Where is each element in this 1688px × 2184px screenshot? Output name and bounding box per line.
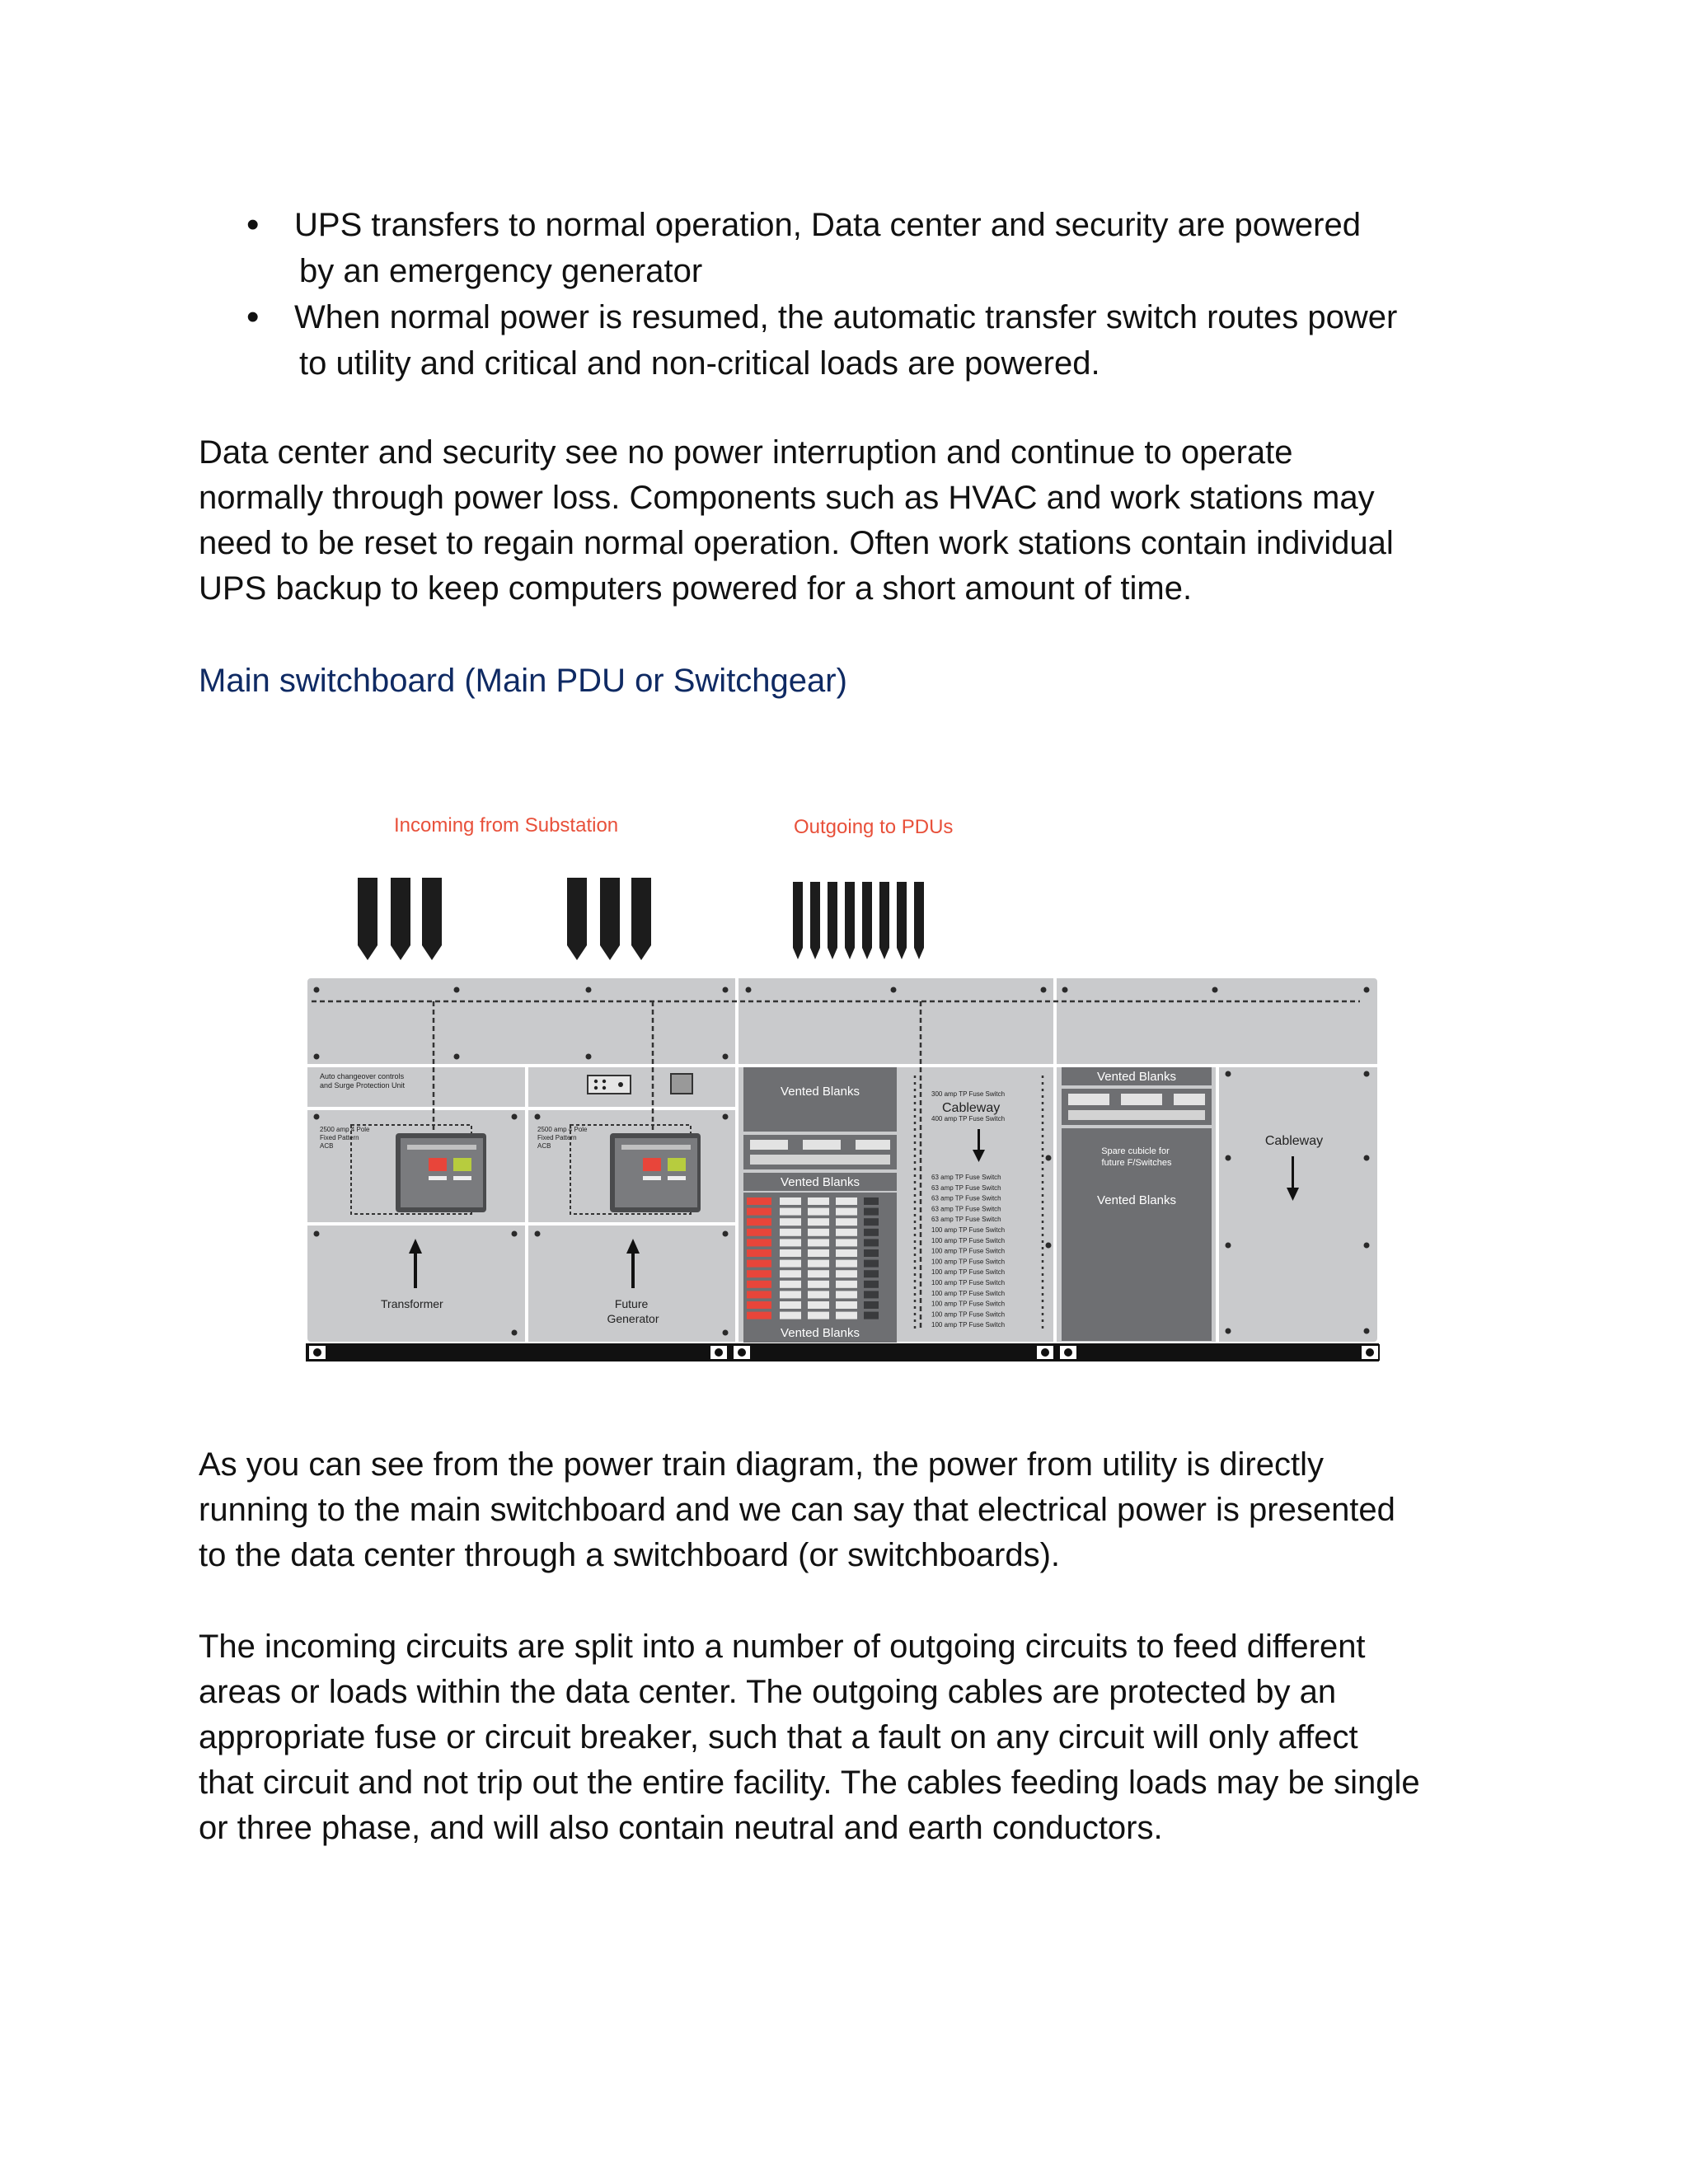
fuse-switch-item: 63 amp TP Fuse Switch (931, 1216, 1001, 1224)
fuse-switch-slot (808, 1218, 829, 1226)
vented-blanks-label: Vented Blanks (781, 1175, 860, 1189)
fuse-switch-handle (864, 1281, 879, 1288)
cableway-label: Cableway (1264, 1134, 1324, 1148)
bullet-line: • When normal power is resumed, the automatic transfer switch routes power (294, 299, 1398, 335)
fuse-switch-handle (864, 1260, 879, 1268)
cable (845, 882, 855, 959)
cable (914, 882, 924, 959)
vented-blanks-label: Vented Blanks (1097, 1070, 1176, 1084)
fuse-switch-slot (808, 1208, 829, 1216)
fuse-switch-slot (836, 1291, 857, 1298)
text-line: need to be reset to regain normal operation. Often work stations contain individual (199, 525, 1394, 561)
fuse-switch-slot (808, 1249, 829, 1257)
fuse-switch-item: 63 amp TP Fuse Switch (931, 1194, 1001, 1202)
transformer-label: Transformer (381, 1297, 443, 1310)
fuse-switch-slot (780, 1281, 801, 1288)
fuse-switch-list (931, 1174, 1005, 1329)
bullet-line: to utility and critical and non-critical loads are powered. (299, 345, 1100, 382)
fuse-switch-handle (864, 1218, 879, 1226)
fuse-switch-slot (808, 1301, 829, 1309)
fuse-switch-slot (808, 1239, 829, 1246)
fuse-switch-slot (780, 1249, 801, 1257)
fuse-switch-item: 100 amp TP Fuse Switch (931, 1247, 1006, 1255)
cable (422, 878, 442, 960)
fuse-switch-slot (780, 1312, 801, 1319)
fuse-indicator (747, 1249, 771, 1257)
fuse-switch-handle (864, 1312, 879, 1319)
auto-changeover-label: Auto changeover controls and Surge Protection Unit (320, 1072, 406, 1090)
fuse-switch-slot (836, 1239, 857, 1246)
fuse-indicator (747, 1197, 771, 1205)
bullet-line: by an emergency generator (299, 253, 703, 289)
fuse-switch-handle (864, 1239, 879, 1246)
fuse-switch-slot (836, 1301, 857, 1309)
fuse-switch-slot (808, 1260, 829, 1268)
fuse-switch-item: 100 amp TP Fuse Switch (931, 1279, 1006, 1286)
fuse-switch-slot (780, 1208, 801, 1216)
fuse-switch-handle (864, 1291, 879, 1298)
cable (879, 882, 889, 959)
fuse-switch-item: 100 amp TP Fuse Switch (931, 1268, 1006, 1277)
fuse-switch-item: 100 amp TP Fuse Switch (931, 1258, 1006, 1266)
text-line: UPS backup to keep computers powered for a short amount of time. (199, 570, 1193, 607)
fuse-switch-slot (780, 1197, 801, 1205)
fuse-top-list: 300 amp TP Fuse Switch 400 amp TP Fuse Switch (931, 1090, 1006, 1122)
cable (631, 878, 651, 960)
fuse-switch-slot (808, 1312, 829, 1319)
fuse-indicator (747, 1301, 771, 1309)
incoming-cables (358, 878, 651, 960)
fuse-switch-slot (808, 1270, 829, 1277)
fuse-switch-slot (780, 1270, 801, 1277)
switchboard-diagram (297, 795, 1385, 1372)
plinth (306, 1343, 1379, 1361)
fuse-switch-handle (864, 1197, 879, 1205)
text-line: areas or loads within the data center. The outgoing cables are protected by an (199, 1674, 1337, 1710)
fuse-switch-item: 100 amp TP Fuse Switch (931, 1310, 1006, 1319)
text-line: that circuit and not trip out the entire facility. The cables feeding loads may be single (199, 1765, 1420, 1801)
section-heading: Main switchboard (Main PDU or Switchgear) (199, 663, 847, 699)
fuse-switch-slot (808, 1229, 829, 1236)
fuse-switch-slot (836, 1208, 857, 1216)
fuse-switch-item: 63 amp TP Fuse Switch (931, 1205, 1001, 1213)
fuse-indicator (747, 1208, 771, 1216)
future-generator-label: Future Generator (607, 1297, 659, 1325)
fuse-switch-slot (808, 1281, 829, 1288)
vented-blanks-label: Vented Blanks (781, 1326, 860, 1340)
fuse-indicator (747, 1291, 771, 1298)
bullet-item (199, 202, 1534, 294)
fuse-switch-handle (864, 1270, 879, 1277)
acb-label-1: 2500 amp 4 Pole Fixed Pattern ACB (320, 1126, 370, 1150)
fuse-switch-slot (780, 1229, 801, 1236)
fuse-switch-item: 100 amp TP Fuse Switch (931, 1289, 1006, 1297)
cable (600, 878, 620, 960)
fuse-switch-slot (780, 1301, 801, 1309)
text-line: Data center and security see no power interruption and continue to operate (199, 434, 1293, 471)
cable (810, 882, 820, 959)
bullet-item (199, 294, 1534, 387)
cable (793, 882, 803, 959)
text-line: As you can see from the power train diagram, the power from utility is directly (199, 1446, 1324, 1483)
fuse-indicator (747, 1270, 771, 1277)
cable (567, 878, 587, 960)
fuse-switch-slot (836, 1249, 857, 1257)
fuse-switch-slot (836, 1218, 857, 1226)
fuse-switch-slot (836, 1197, 857, 1205)
text-line: or three phase, and will also contain neutral and earth conductors. (199, 1810, 1163, 1846)
outgoing-label: Outgoing to PDUs (794, 816, 954, 838)
fuse-switch-slot (780, 1218, 801, 1226)
bullet-line: • UPS transfers to normal operation, Data center and security are powered (294, 207, 1361, 243)
paragraph-power-train (199, 1442, 1509, 1578)
text-line: to the data center through a switchboard (or switchboards). (199, 1537, 1060, 1573)
cable (897, 882, 907, 959)
fuse-indicator (747, 1229, 771, 1236)
fuse-switch-slot (808, 1291, 829, 1298)
cable (391, 878, 410, 960)
fuse-switch-slot (836, 1229, 857, 1236)
fuse-indicator (747, 1239, 771, 1246)
text-line: appropriate fuse or circuit breaker, such that a fault on any circuit will only affect (199, 1719, 1358, 1755)
fuse-switch-slot (780, 1239, 801, 1246)
fuse-switch-slot (780, 1291, 801, 1298)
fuse-switch-item: 100 amp TP Fuse Switch (931, 1300, 1006, 1308)
fuse-switch-slot (836, 1312, 857, 1319)
fuse-switch-item: 63 amp TP Fuse Switch (931, 1183, 1001, 1192)
vented-blanks-panel (743, 1067, 897, 1132)
cableway-label: Cableway (942, 1101, 1001, 1115)
cable (862, 882, 872, 959)
text-line: normally through power loss. Components such as HVAC and work stations may (199, 480, 1375, 516)
paragraph-circuits (199, 1624, 1509, 1851)
spare-cubicle-label: Spare cubicle for future F/Switches (1101, 1146, 1172, 1168)
vented-blanks-label: Vented Blanks (1097, 1193, 1176, 1207)
fuse-indicator (747, 1218, 771, 1226)
fuse-indicator (747, 1312, 771, 1319)
fuse-switch-item: 100 amp TP Fuse Switch (931, 1226, 1006, 1234)
acb-label-2: 2500 amp 4 Pole Fixed Pattern ACB (537, 1126, 588, 1150)
fuse-switch-slot (836, 1281, 857, 1288)
text-line: running to the main switchboard and we can say that electrical power is presented (199, 1492, 1395, 1528)
fuse-switch-handle (864, 1229, 879, 1236)
fuse-switch-slot (808, 1197, 829, 1205)
control-indicator (671, 1074, 692, 1094)
fuse-switch-item: 100 amp TP Fuse Switch (931, 1321, 1006, 1329)
text-line: The incoming circuits are split into a number of outgoing circuits to feed different (199, 1629, 1366, 1665)
paragraph-ups-behaviour (199, 430, 1509, 612)
fuse-switch-handle (864, 1208, 879, 1216)
outgoing-cables (793, 882, 924, 959)
fuse-switch-handle (864, 1301, 879, 1309)
control-indicator (588, 1076, 631, 1094)
vented-blanks-label: Vented Blanks (781, 1085, 860, 1099)
cable (358, 878, 377, 960)
bullet-list (199, 202, 1534, 387)
fuse-indicator (747, 1281, 771, 1288)
cable (828, 882, 837, 959)
fuse-switch-item: 63 amp TP Fuse Switch (931, 1174, 1001, 1181)
fuse-switch-item: 100 amp TP Fuse Switch (931, 1236, 1006, 1244)
fuse-indicator (747, 1260, 771, 1268)
fuse-switch-slot (780, 1260, 801, 1268)
fuse-switch-slot (836, 1270, 857, 1277)
fuse-switch-handle (864, 1249, 879, 1257)
incoming-label: Incoming from Substation (394, 814, 619, 837)
fuse-switch-slot (836, 1260, 857, 1268)
